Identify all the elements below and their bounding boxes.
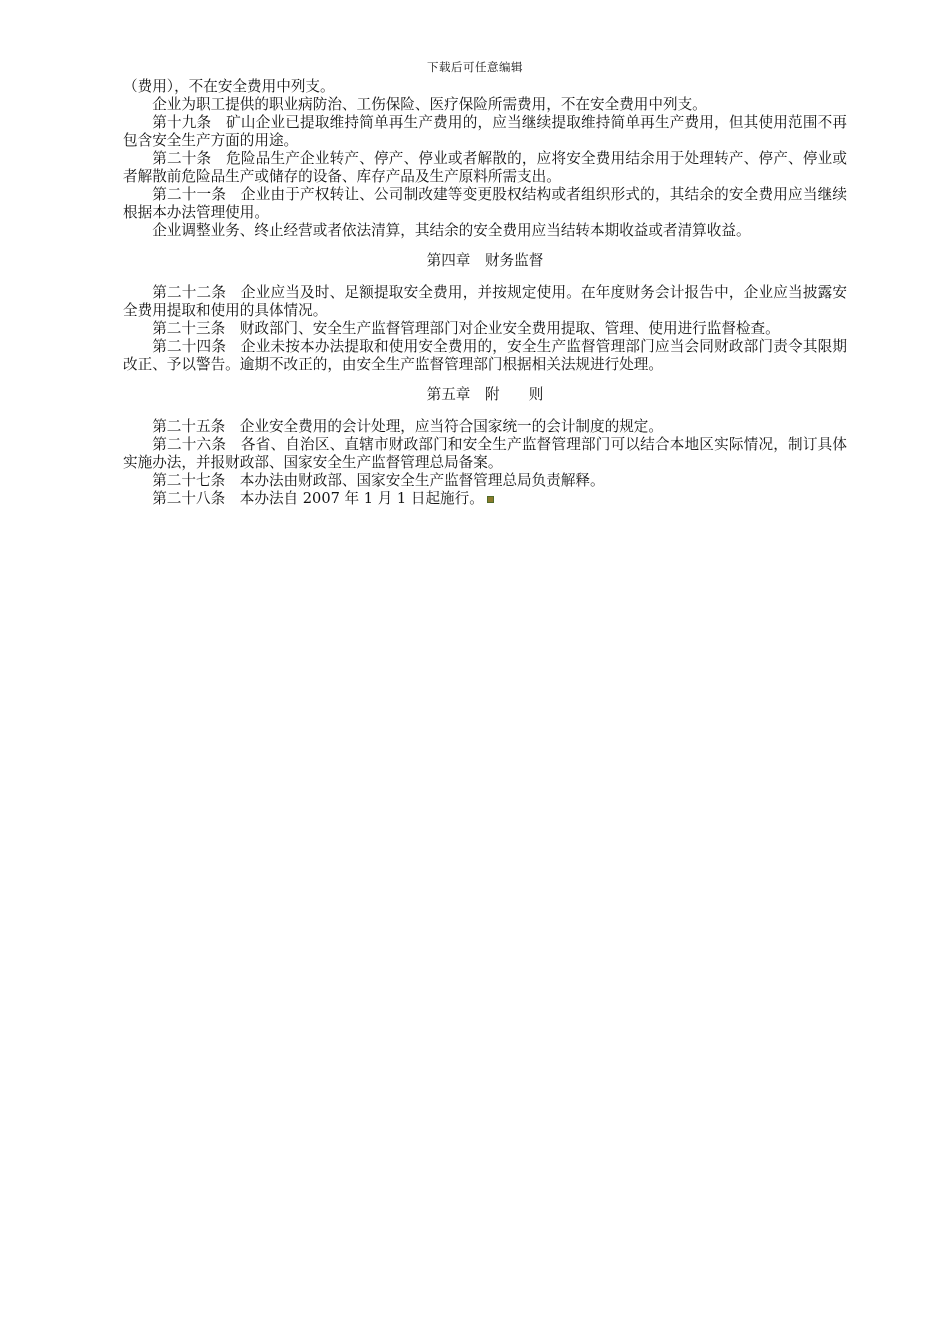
article-21: 第二十一条 企业由于产权转让、公司制改建等变更股权结构或者组织形式的，其结余的安全费用应当继续根据本办法管理使用。 bbox=[123, 186, 847, 221]
article-19: 第十九条 矿山企业已提取维持简单再生产费用的，应当继续提取维持简单再生产费用，但其使用范围不再包含安全生产方面的用途。 bbox=[123, 114, 847, 149]
article-22: 第二十二条 企业应当及时、足额提取安全费用，并按规定使用。在年度财务会计报告中，企业应当披露安全费用提取和使用的具体情况。 bbox=[123, 284, 847, 319]
end-mark-icon bbox=[487, 496, 494, 503]
document-body bbox=[123, 78, 847, 508]
article-27: 第二十七条 本办法由财政部、国家安全生产监督管理总局负责解释。 bbox=[152, 472, 605, 489]
article-24: 第二十四条 企业未按本办法提取和使用安全费用的，安全生产监督管理部门应当会同财政部门责令其限期改正、予以警告。逾期不改正的，由安全生产监督管理部门根据相关法规进行处理。 bbox=[123, 338, 847, 373]
article-26: 第二十六条 各省、自治区、直辖市财政部门和安全生产监督管理部门可以结合本地区实际情况，制订具体实施办法，并报财政部、国家安全生产监督管理总局备案。 bbox=[123, 436, 847, 471]
article-20: 第二十条 危险品生产企业转产、停产、停业或者解散的，应将安全费用结余用于处理转产、停产、停业或者解散前危险品生产或储存的设备、库存产品及生产原料所需支出。 bbox=[123, 150, 847, 185]
article-23: 第二十三条 财政部门、安全生产监督管理部门对企业安全费用提取、管理、使用进行监督检查。 bbox=[152, 320, 780, 337]
page-header-note: 下载后可任意编辑 bbox=[427, 60, 523, 74]
article-28-text: 第二十八条 本办法自 2007 年 1 月 1 日起施行。 bbox=[152, 490, 484, 507]
paragraph: 企业为职工提供的职业病防治、工伤保险、医疗保险所需费用，不在安全费用中列支。 bbox=[152, 96, 707, 113]
article-28 bbox=[123, 490, 847, 508]
paragraph: 企业调整业务、终止经营或者依法清算，其结余的安全费用应当结转本期收益或者清算收益。 bbox=[152, 222, 751, 239]
chapter-4-heading: 第四章 财务监督 bbox=[426, 252, 544, 269]
paragraph: （费用），不在安全费用中列支。 bbox=[123, 78, 335, 95]
article-25: 第二十五条 企业安全费用的会计处理，应当符合国家统一的会计制度的规定。 bbox=[152, 418, 663, 435]
chapter-5-heading: 第五章 附 则 bbox=[426, 386, 544, 403]
